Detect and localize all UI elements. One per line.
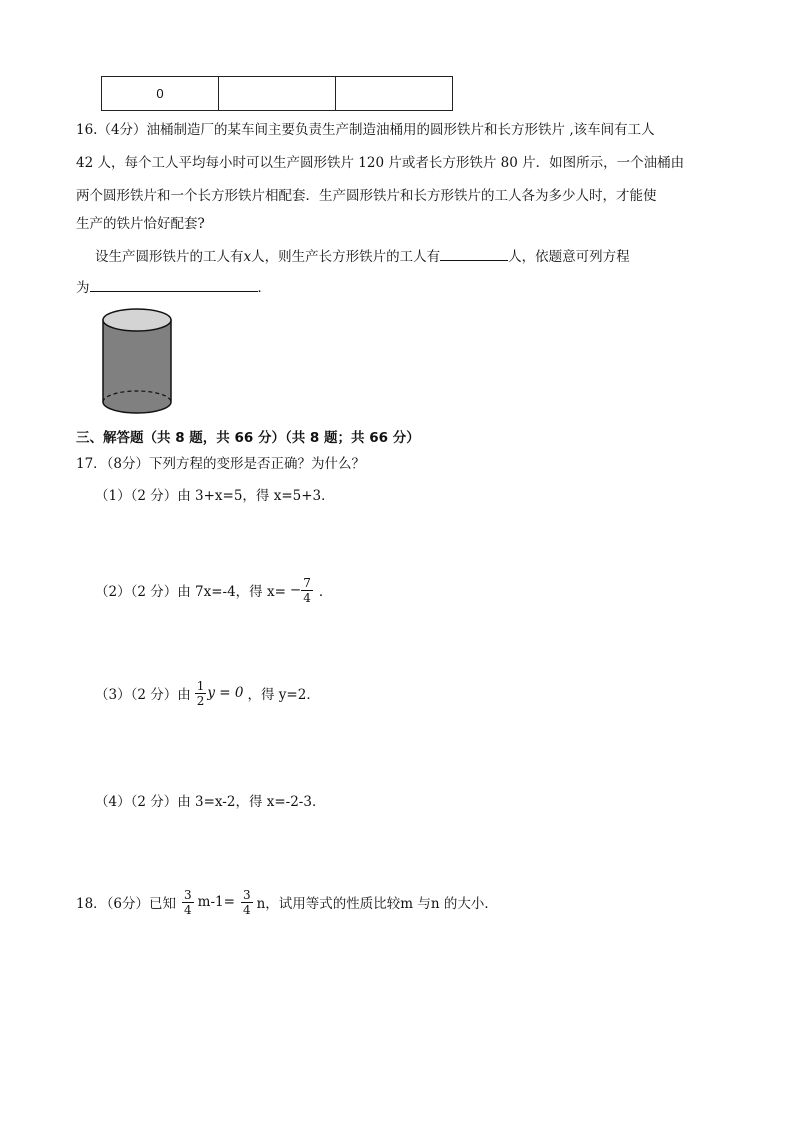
fraction-three-fourths	[182, 888, 194, 917]
denominator: 4	[303, 590, 311, 605]
fraction-one-half	[195, 679, 207, 708]
denominator: 2	[196, 693, 205, 708]
answer-table	[101, 76, 453, 111]
denominator: 4	[242, 902, 251, 917]
q17-part3-result: ，得 y=2．	[247, 687, 320, 703]
q18	[76, 884, 498, 920]
variable-x: x	[243, 249, 252, 265]
q17-part4: （4）（2 分）由 3=x-2，得 x=-2-3．	[95, 794, 326, 810]
q16-setup-text-b: 人，则生产长方形铁片的工人有	[251, 249, 441, 265]
q18-stem: 18．（6分）已知	[76, 896, 177, 912]
denominator: 4	[184, 902, 192, 917]
q16-setup-line	[95, 245, 630, 265]
q17-stem: 17．（8分）下列方程的变形是否正确？为什么？	[76, 456, 366, 472]
q17-part1: （1）（2 分）由 3+x=5，得 x=5+3．	[95, 488, 335, 504]
answer-blank-2[interactable]	[90, 291, 258, 292]
q17-part2-text: （2）（2 分）由 7x=-4，得 x=	[95, 584, 286, 600]
fraction-three-fourths	[241, 888, 253, 917]
q16-equation-line	[76, 276, 271, 296]
q17-part3-text: （3）（2 分）由	[95, 687, 191, 703]
q16-line1: 16.（4分）油桶制造厂的某车间主要负责生产制造油桶用的圆形铁片和长方形铁片 ,该车间有工人	[76, 122, 655, 138]
q16-line2: 42 人，每个工人平均每小时可以生产圆形铁片 120 片或者长方形铁片 80 片．如图所示，一个油桶由	[76, 155, 685, 171]
barrel-top	[103, 309, 171, 331]
math-expression: y = 0	[207, 685, 244, 701]
numerator: 3	[184, 887, 192, 902]
numerator: 7	[303, 575, 311, 590]
minus-sign: −	[289, 582, 302, 598]
table-cell: 0	[102, 77, 219, 111]
section-heading: 三、解答题（共 8 题，共 66 分）（共 8 题；共 66 分）	[76, 430, 420, 446]
numerator: 3	[242, 887, 251, 902]
table-cell	[219, 77, 336, 111]
oil-barrel-figure	[100, 306, 174, 416]
barrel-body	[103, 320, 171, 413]
fraction-seven-fourths	[301, 576, 313, 605]
q18-expression: m-1=	[197, 894, 235, 910]
q18-question: n，试用等式的性质比较m 与n 的大小．	[256, 896, 498, 912]
table-cell	[336, 77, 453, 111]
q16-line3: 两个圆形铁片和一个长方形铁片相配套．生产圆形铁片和长方形铁片的工人各为多少人时，才能使	[76, 188, 657, 204]
q16-equation-suffix: ．	[257, 280, 271, 296]
q16-setup-text-a: 设生产圆形铁片的工人有	[95, 249, 244, 265]
numerator: 1	[196, 678, 205, 693]
answer-blank-1[interactable]	[440, 260, 508, 261]
q17-part2	[95, 572, 332, 608]
q16-equation-prefix: 为	[76, 280, 90, 296]
q16-setup-text-c: 人，依题意可列方程	[508, 249, 630, 265]
q17-part3	[95, 675, 320, 711]
q16-line4: 生产的铁片恰好配套?	[76, 216, 205, 232]
period: ．	[318, 584, 333, 600]
